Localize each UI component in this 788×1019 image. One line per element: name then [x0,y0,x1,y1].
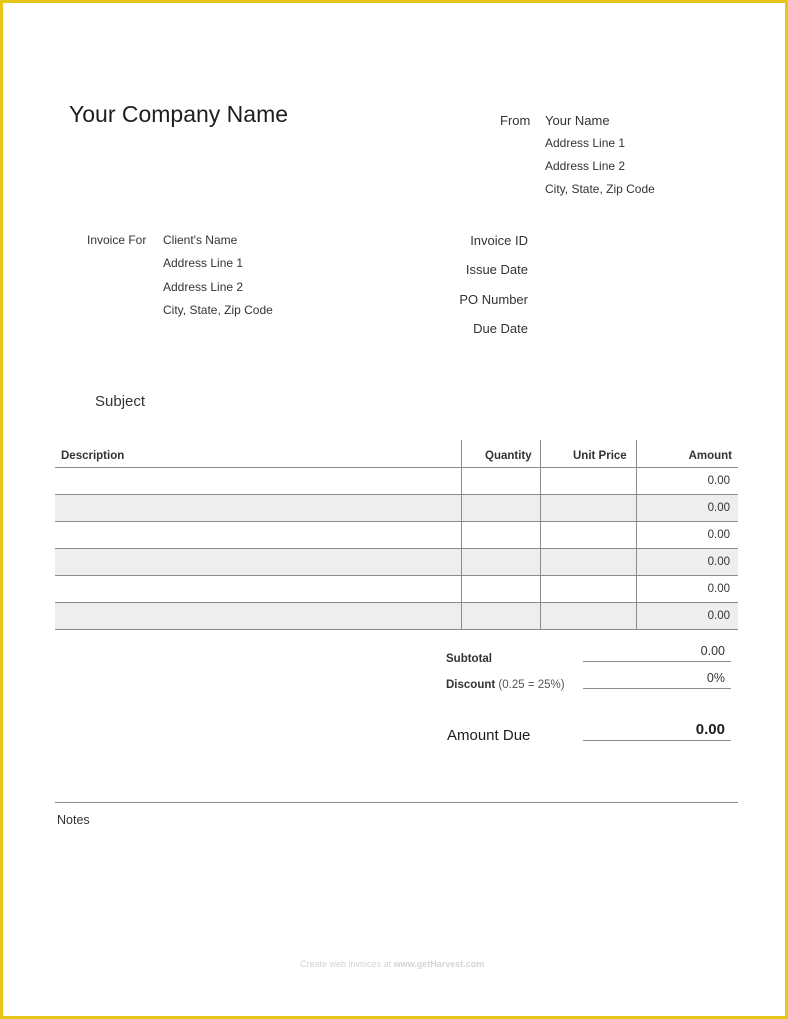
client-address-line-2: Address Line 2 [163,280,244,294]
subtotal-value: 0.00 [700,644,725,658]
subtotal-label: Subtotal [446,653,492,665]
from-label: From [500,113,531,128]
column-divider [636,440,637,629]
notes-divider [55,802,738,803]
amount-due-label: Amount Due [447,727,531,744]
subject-label: Subject [95,393,146,410]
row-amount: 0.00 [707,610,730,622]
subtotal-rule [583,661,731,662]
header-unit-price: Unit Price [573,450,627,462]
header-quantity: Quantity [485,450,532,462]
line-items-table [55,440,738,630]
footer-text: Create web invoices at [300,959,392,969]
client-address-line-1: Address Line 1 [163,256,244,270]
client-city-state-zip: City, State, Zip Code [163,303,273,317]
discount-rule [583,688,731,689]
discount-value: 0% [706,671,725,685]
from-address-line-1: Address Line 1 [545,136,626,150]
due-date-label: Due Date [473,321,528,336]
po-number-label: PO Number [459,292,528,307]
amount-due-value: 0.00 [695,721,725,738]
column-divider [540,440,541,629]
from-address-line-2: Address Line 2 [545,159,626,173]
client-name: Client's Name [163,233,238,247]
row-amount: 0.00 [707,502,730,514]
row-amount: 0.00 [707,556,730,568]
invoice-for-label: Invoice For [87,233,147,247]
header-description: Description [61,450,125,462]
from-city-state-zip: City, State, Zip Code [545,182,655,196]
from-name: Your Name [545,113,610,128]
header-amount: Amount [688,450,732,462]
row-amount: 0.00 [707,529,730,541]
footer-credit [300,959,484,969]
discount-label [446,679,565,691]
issue-date-label: Issue Date [465,262,528,277]
amount-due-rule [583,740,731,741]
invoice-id-label: Invoice ID [470,233,528,248]
notes-label: Notes [57,813,90,827]
discount-label-text: Discount [446,679,496,691]
column-divider [461,440,462,629]
discount-note: (0.25 = 25%) [498,679,565,691]
row-amount: 0.00 [707,583,730,595]
company-name: Your Company Name [69,101,289,127]
footer-link[interactable]: www.getHarvest.com [393,959,485,969]
row-amount: 0.00 [707,475,730,487]
